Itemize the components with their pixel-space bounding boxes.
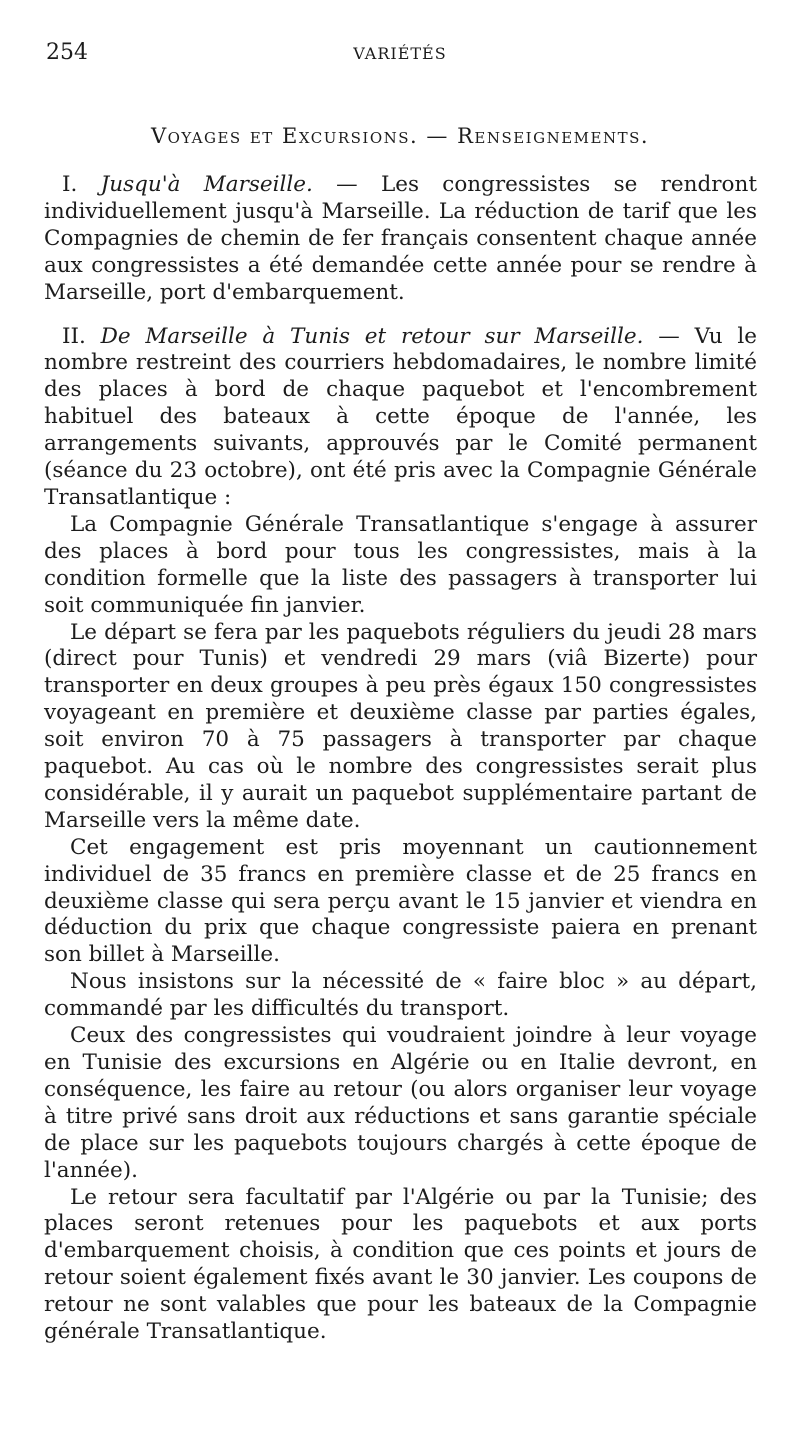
body-paragraph: Le départ se fera par les paquebots réguliers du jeudi 28 mars (direct pour Tunis) et vendredi 29 mars (viâ Bizerte) pour transporter en deux groupes à peu près égaux 150 congressistes voyageant en première et deuxième classe par parties égales, soit environ 70 à 75 passagers à transporter par chaque paquebot. Au cas où le nombre des congressistes serait plus considérable, il y aurait un paquebot supplémentaire partant de Marseille vers la même date.	[44, 619, 757, 833]
body-paragraph: La Compagnie Générale Transatlantique s'engage à assurer des places à bord pour tous les congressistes, mais à la condition formelle que la liste des passagers à transporter lui soit communiquée fin janvier.	[44, 511, 757, 618]
body-paragraph: Le retour sera facultatif par l'Algérie ou par la Tunisie; des places seront retenues pour les paquebots et aux ports d'embarquement choisis, à condition que ces points et jours de retour soient également fixés avant le 30 janvier. Les coupons de retour ne sont valables que pour les bateaux de la Compagnie générale Transatlantique.	[44, 1184, 757, 1345]
body-paragraph: Ceux des congressistes qui voudraient joindre à leur voyage en Tunisie des excursions en Algérie ou en Italie devront, en conséquence, les faire au retour (ou alors organiser leur voyage à titre privé sans droit aux réductions et sans garantie spéciale de place sur les paquebots toujours chargés à cette époque de l'année).	[44, 1023, 757, 1183]
item-number: I.	[62, 172, 78, 197]
item-heading: Jusqu'à Marseille.	[100, 172, 313, 197]
body-paragraph: Nous insistons sur la nécessité de « faire bloc » au départ, commandé par les difficultés du transport.	[44, 969, 757, 1022]
running-title: VARIÉTÉS	[353, 44, 447, 63]
item-number: II.	[62, 323, 86, 349]
item-heading: De Marseille à Tunis et retour sur Marseille.	[100, 323, 644, 349]
item-paragraph-1	[44, 172, 757, 307]
page-number: 254	[46, 40, 88, 65]
body-text	[44, 172, 757, 1346]
page-header	[0, 40, 800, 74]
section-title: Voyages et Excursions. — Renseignements.	[150, 124, 650, 148]
item-text: — Vu le nombre restreint des courriers hebdomadaires, le nombre limité des places à bord de chaque paquebot et l'encombrement habituel des bateaux à cette époque de l'année, les arrangements suivants, approuvés par le Comité permanent (séance du 23 octobre), ont été pris avec la Compagnie Générale Transatlantique :	[44, 323, 757, 510]
item-text: — Les congressistes se rendront individuellement jusqu'à Marseille. La réduction de tarif que les Compagnies de chemin de fer français consentent chaque année aux congressistes a été demandée cette année pour se rendre à Marseille, port d'embarquement.	[44, 172, 757, 305]
item-paragraph-2	[44, 324, 757, 512]
body-paragraph: Cet engagement est pris moyennant un cautionnement individuel de 35 francs en première classe et de 25 francs en deuxième classe qui sera perçu avant le 15 janvier et viendra en déduction du prix que chaque congressiste paiera en prenant son billet à Marseille.	[44, 834, 757, 968]
